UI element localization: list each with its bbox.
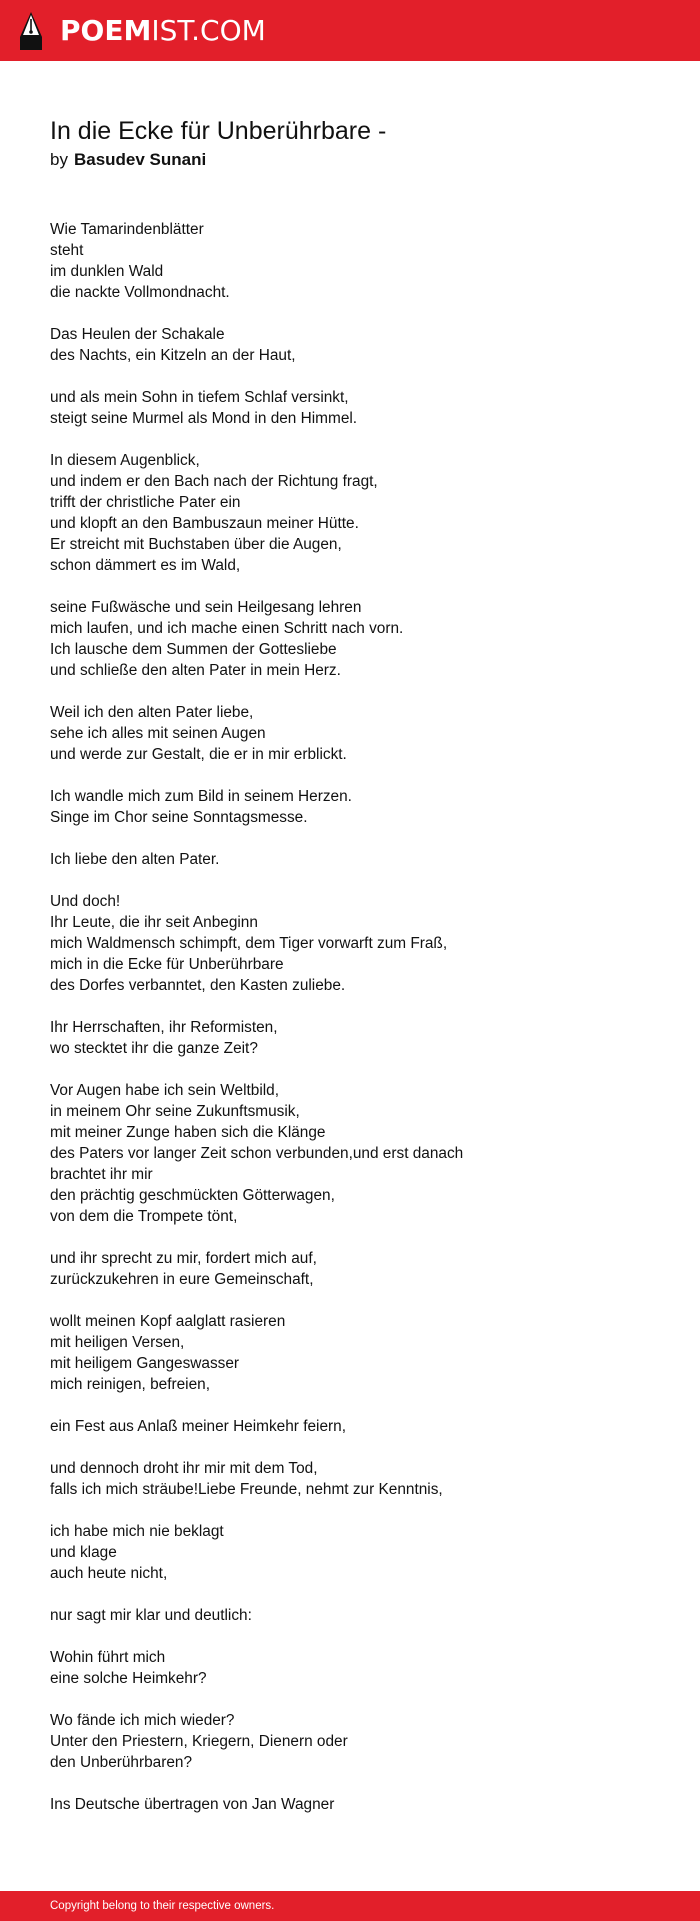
poem-line: eine solche Heimkehr? (50, 1670, 207, 1687)
poem-line: zurückzukehren in eure Gemeinschaft, (50, 1271, 314, 1288)
poem-stanza (50, 324, 650, 366)
poem-line: die nackte Vollmondnacht. (50, 284, 230, 301)
poem-stanza (50, 387, 650, 429)
site-header (0, 0, 700, 61)
copyright-notice: Copyright belong to their respective owners. (50, 1900, 275, 1912)
poem-line: seine Fußwäsche und sein Heilgesang lehren (50, 599, 362, 616)
poem-stanza (50, 786, 650, 828)
poem-line: Ins Deutsche übertragen von Jan Wagner (50, 1796, 335, 1813)
poem-line: und dennoch droht ihr mir mit dem Tod, (50, 1460, 318, 1477)
poem-line: ein Fest aus Anlaß meiner Heimkehr feiern, (50, 1418, 346, 1435)
poem-stanza (50, 1311, 650, 1395)
poem-line: ich habe mich nie beklagt (50, 1523, 224, 1540)
by-label: by (50, 150, 68, 169)
poem-line: wo stecktet ihr die ganze Zeit? (50, 1040, 258, 1057)
poem-stanza (50, 1710, 650, 1773)
poem-line: Ich lausche dem Summen der Gottesliebe (50, 641, 337, 658)
poem-line: Unter den Priestern, Kriegern, Dienern oder (50, 1733, 348, 1750)
poem-line: und ihr sprecht zu mir, fordert mich auf, (50, 1250, 317, 1267)
logo-text (60, 11, 266, 51)
poem-line: des Nachts, ein Kitzeln an der Haut, (50, 347, 296, 364)
poem-line: in meinem Ohr seine Zukunftsmusik, (50, 1103, 300, 1120)
logo-text-bold: POEM (60, 14, 152, 47)
poem-stanza (50, 1794, 650, 1815)
poem-stanza (50, 1080, 650, 1227)
poem-line: Wo fände ich mich wieder? (50, 1712, 235, 1729)
poem-line: und klage (50, 1544, 117, 1561)
poem-line: und klopft an den Bambuszaun meiner Hütte. (50, 515, 359, 532)
poem-line: brachtet ihr mir (50, 1166, 153, 1183)
poem-stanza (50, 891, 650, 996)
poem-line: im dunklen Wald (50, 263, 164, 280)
poem-line: steigt seine Murmel als Mond in den Himmel. (50, 410, 358, 427)
poem-line: schon dämmert es im Wald, (50, 557, 241, 574)
poem-line: mich laufen, und ich mache einen Schritt nach vorn. (50, 620, 404, 637)
poem-stanza (50, 849, 650, 870)
poem-line: Singe im Chor seine Sonntagsmesse. (50, 809, 308, 826)
poem-stanza (50, 450, 650, 576)
poem-line: Er streicht mit Buchstaben über die Augen, (50, 536, 342, 553)
poem-line: und indem er den Bach nach der Richtung fragt, (50, 473, 378, 490)
poem-stanza (50, 1647, 650, 1689)
poem-line: steht (50, 242, 84, 259)
poem-line: den Unberührbaren? (50, 1754, 193, 1771)
poem-line: Vor Augen habe ich sein Weltbild, (50, 1082, 280, 1099)
poem-stanza (50, 702, 650, 765)
poem-stanza (50, 1521, 650, 1584)
poem-line: mit heiligem Gangeswasser (50, 1355, 240, 1372)
poem-author[interactable]: Basudev Sunani (73, 150, 207, 169)
site-footer (0, 1891, 700, 1921)
poem-line: wollt meinen Kopf aalglatt rasieren (50, 1313, 286, 1330)
poem-title: In die Ecke für Unberührbare - (50, 117, 387, 145)
poem-line: mich in die Ecke für Unberührbare (50, 956, 284, 973)
poem-line: Ich wandle mich zum Bild in seinem Herzen. (50, 788, 352, 805)
poem-line: mit meiner Zunge haben sich die Klänge (50, 1124, 326, 1141)
poem-stanza (50, 1416, 650, 1437)
poem-stanza (50, 597, 650, 681)
logo-text-light: IST.COM (151, 14, 266, 47)
poem-stanza (50, 219, 650, 303)
poem-line: Ich liebe den alten Pater. (50, 851, 220, 868)
poem-line: falls ich mich sträube!Liebe Freunde, nehmt zur Kenntnis, (50, 1481, 443, 1498)
poem-line: mit heiligen Versen, (50, 1334, 185, 1351)
poem-line: und schließe den alten Pater in mein Herz. (50, 662, 341, 679)
poem-line: Wohin führt mich (50, 1649, 166, 1666)
poem-line: und werde zur Gestalt, die er in mir erblickt. (50, 746, 347, 763)
poem-line: von dem die Trompete tönt, (50, 1208, 238, 1225)
poem-stanza (50, 1458, 650, 1500)
poem-line: des Dorfes verbanntet, den Kasten zuliebe. (50, 977, 346, 994)
poem-line: sehe ich alles mit seinen Augen (50, 725, 266, 742)
poem-stanza (50, 1605, 650, 1626)
poem-line: auch heute nicht, (50, 1565, 168, 1582)
poem-line: Und doch! (50, 893, 121, 910)
poem-line: trifft der christliche Pater ein (50, 494, 241, 511)
poem-line: den prächtig geschmückten Götterwagen, (50, 1187, 335, 1204)
site-logo[interactable] (18, 11, 266, 51)
poem-stanza (50, 1248, 650, 1290)
poem-container (50, 114, 650, 1836)
poem-line: Wie Tamarindenblätter (50, 221, 204, 238)
poem-line: Weil ich den alten Pater liebe, (50, 704, 254, 721)
poem-line: und als mein Sohn in tiefem Schlaf versinkt, (50, 389, 349, 406)
poem-line: des Paters vor langer Zeit schon verbunden,und erst danach (50, 1145, 464, 1162)
poem-line: mich reinigen, befreien, (50, 1376, 210, 1393)
poem-line: In diesem Augenblick, (50, 452, 200, 469)
pen-nib-icon (18, 11, 44, 51)
poem-body (50, 219, 650, 1815)
poem-line: mich Waldmensch schimpft, dem Tiger vorwarft zum Fraß, (50, 935, 448, 952)
poem-line: Das Heulen der Schakale (50, 326, 225, 343)
poem-line: nur sagt mir klar und deutlich: (50, 1607, 252, 1624)
byline (50, 148, 650, 172)
poem-stanza (50, 1017, 650, 1059)
poem-line: Ihr Herrschaften, ihr Reformisten, (50, 1019, 278, 1036)
poem-line: Ihr Leute, die ihr seit Anbeginn (50, 914, 258, 931)
